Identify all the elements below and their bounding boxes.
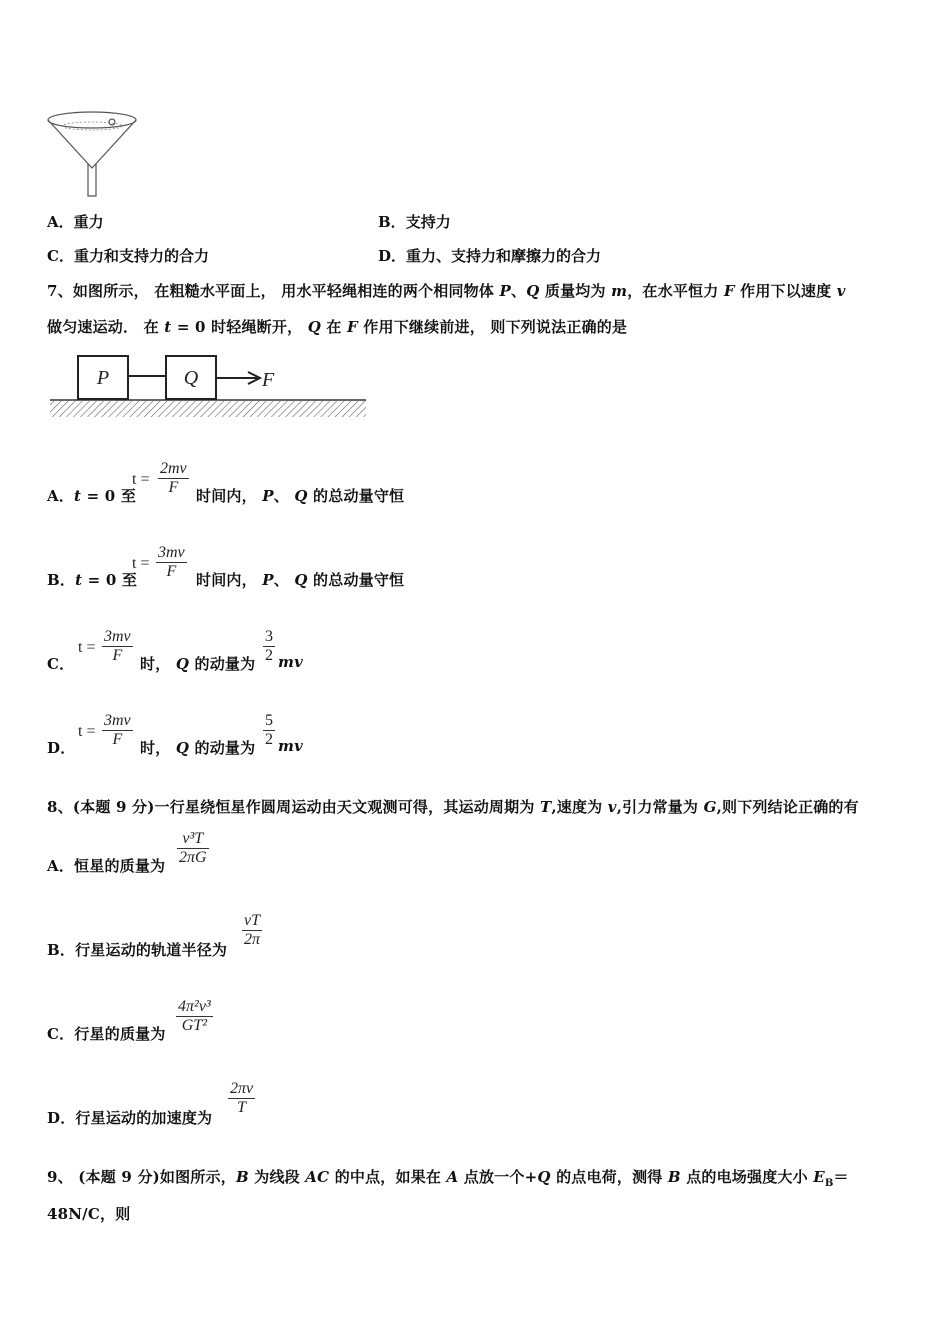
q7-c-coef-fraction: 3 2: [265, 628, 273, 664]
q6-option-c: C．重力和支持力的合力: [47, 247, 209, 265]
q8-c-fraction: 4π²v³ GT²: [178, 998, 211, 1034]
q8-b-fraction: vT 2π: [244, 912, 261, 948]
q7-c-t-eq: t =: [78, 639, 96, 656]
funnel-figure: [44, 100, 144, 200]
force-label: F: [262, 369, 275, 391]
q7-option-b: B．t = 0 至: [47, 571, 138, 589]
q8-stem: 8、(本题 9 分)一行星绕恒星作圆周运动由天文观测可得，其运动周期为 T,速度为 v,引力常量为 G,则下列结论正确的有: [47, 798, 859, 816]
q8-option-a: A．恒星的质量为: [47, 857, 166, 875]
q6-option-a: A．重力: [47, 213, 104, 231]
q6-option-d: D．重力、支持力和摩擦力的合力: [378, 247, 602, 265]
q7-a-t-eq: t =: [132, 471, 150, 488]
q7-b-t-eq: t =: [132, 555, 150, 572]
q7-stem-line2: 做匀速运动． 在 t = 0 时轻绳断开， Q 在 F 作用下继续前进， 则下列说法正确的是: [47, 318, 628, 336]
q8-d-fraction: 2πv T: [230, 1080, 254, 1116]
block-q-label: Q: [183, 367, 199, 389]
ball: [109, 119, 115, 125]
q7-a-fraction: 2mv F: [160, 460, 187, 496]
funnel-rim: [48, 112, 136, 128]
q7-d-fraction: 3mv F: [104, 712, 131, 748]
q8-option-d: D．行星运动的加速度为: [47, 1109, 213, 1127]
q7-option-c-mid: 时， Q 的动量为: [140, 655, 256, 673]
q7-option-d-unit: mv: [278, 737, 303, 755]
q9-stem-line2: 48N/C，则: [47, 1205, 131, 1223]
q7-option-a: A．t = 0 至: [47, 487, 137, 505]
q7-option-b-tail: 时间内， P、 Q 的总动量守恒: [196, 571, 405, 589]
q7-option-d-mid: 时， Q 的动量为: [140, 739, 256, 757]
q7-d-coef-fraction: 5 2: [265, 712, 273, 748]
q8-a-fraction: v³T 2πG: [179, 830, 207, 866]
q7-option-a-tail: 时间内， P、 Q 的总动量守恒: [196, 487, 405, 505]
q7-stem-line1: 7、如图所示， 在粗糙水平面上， 用水平轻绳相连的两个相同物体 P、Q 质量均为 m，在水平恒力 F 作用下以速度 v: [47, 282, 846, 300]
q8-option-c: C．行星的质量为: [47, 1025, 166, 1043]
q9-stem-line1: 9、 (本题 9 分)如图所示，B 为线段 AC 的中点，如果在 A 点放一个+Q 的点电荷，测得 B 点的电场强度大小 $E_B=$: [47, 1168, 849, 1189]
q7-option-d-label: D．: [47, 739, 76, 757]
q7-d-t-eq: t =: [78, 723, 96, 740]
ground-hatch: [50, 401, 366, 417]
funnel-cone: [48, 120, 136, 168]
block-p-label: P: [96, 367, 110, 389]
q8-option-b: B．行星运动的轨道半径为: [47, 941, 228, 959]
q7-b-fraction: 3mv F: [158, 544, 185, 580]
q7-c-fraction: 3mv F: [104, 628, 131, 664]
q7-option-c-label: C．: [47, 655, 75, 673]
q7-blocks-figure: [48, 350, 368, 420]
ball-orbit: [62, 122, 122, 130]
q7-option-c-unit: mv: [278, 653, 303, 671]
q6-option-b: B．支持力: [378, 213, 451, 231]
